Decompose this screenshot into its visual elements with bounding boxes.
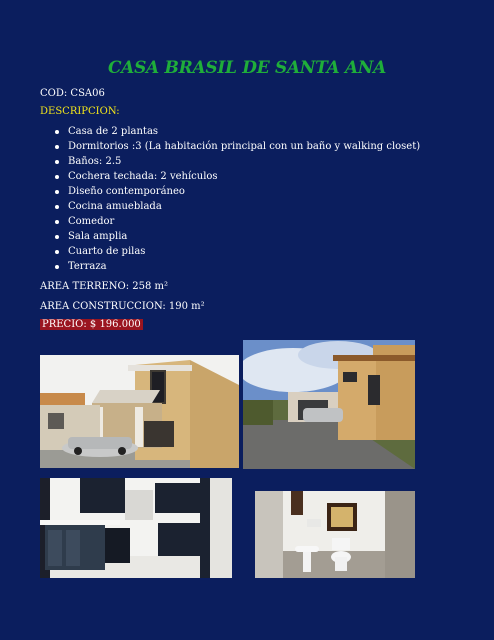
list-item: Baños: 2.5 <box>40 154 420 169</box>
list-item: Cochera techada: 2 vehículos <box>40 169 420 184</box>
list-item: Comedor <box>40 214 420 229</box>
list-item: Sala amplia <box>40 229 420 244</box>
list-item: Dormitorios :3 (La habitación principal con un baño y walking closet) <box>40 139 420 154</box>
construction-area: AREA CONSTRUCCION: 190 m² <box>40 301 205 312</box>
kitchen-photo <box>40 478 232 578</box>
page-title: CASA BRASIL DE SANTA ANA <box>107 58 387 78</box>
bathroom-photo <box>255 491 415 578</box>
house-street-photo <box>243 340 415 469</box>
land-area: AREA TERRENO: 258 m² <box>40 281 169 292</box>
list-item: Casa de 2 plantas <box>40 124 420 139</box>
list-item: Cocina amueblada <box>40 199 420 214</box>
feature-list <box>40 124 420 274</box>
list-item: Cuarto de pilas <box>40 244 420 259</box>
list-item: Diseño contemporáneo <box>40 184 420 199</box>
description-label: DESCRIPCION: <box>40 106 120 117</box>
property-code: COD: CSA06 <box>40 88 105 99</box>
price-tag: PRECIO: $ 196.000 <box>42 319 141 330</box>
list-item: Terraza <box>40 259 420 274</box>
house-front-photo <box>40 355 239 468</box>
